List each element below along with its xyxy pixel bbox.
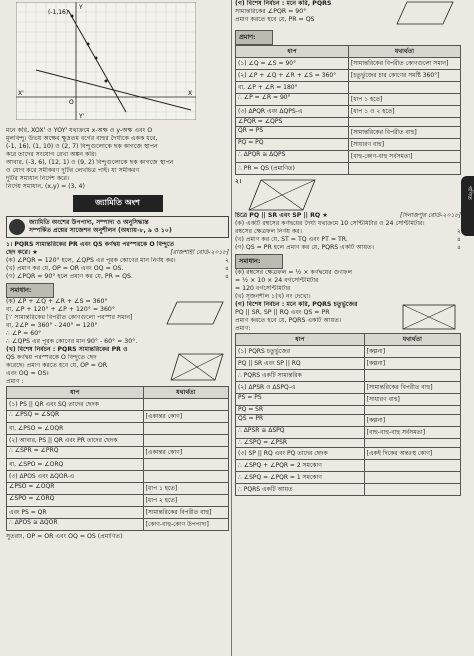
table-row — [236, 448, 461, 460]
table-row — [7, 495, 229, 507]
table-row — [7, 411, 229, 423]
cell: [সাধারণ বাহু] — [348, 139, 460, 151]
table-row — [236, 415, 461, 427]
solution-line: PQ || SR, SP || RQ এবং QS = PR — [235, 309, 330, 316]
q1-b-text: (খ) প্রমাণ কর যে, OP = OR এবং OQ = OS. — [6, 265, 124, 272]
table-row — [236, 106, 461, 118]
parallelogram-pqrs-diagram — [395, 0, 455, 26]
solution-line: QS কর্ণদ্বয় পরস্পরকে O বিন্দুতে ছেদ — [6, 354, 97, 361]
q1-a-mark: ২ — [224, 257, 229, 264]
q1-title: ১। PQRS সামান্তরিকের PR এবং QS কর্ণদ্বয় পরস্পরকে O বিন্দুতে — [6, 241, 175, 248]
proof-label: প্রমাণ: — [235, 30, 273, 45]
topic-line: জ্যামিতি অংশের উপপাদ্য, সম্পাদ্য ও অনুসিদ্ধান্ত — [29, 219, 149, 226]
solution-line: বা, ∠P + 120° + ∠P + 120° = 360° — [6, 306, 115, 313]
table-row — [236, 58, 461, 70]
table-row — [7, 423, 229, 435]
cell: [সামান্তরিকের বিপরীত বাহু] — [364, 382, 460, 394]
q2-c-mark: ৪ — [456, 244, 461, 251]
diagonals-diagram — [169, 352, 225, 382]
topic-icon — [9, 219, 25, 235]
cell: ∴ ∠P = ∠R = 90° — [236, 94, 349, 106]
cell: ∴ ∠SPQ = ∠PSR — [236, 439, 365, 448]
cell: (১) PS || QR এবং SQ তাদের ছেদক — [7, 399, 144, 411]
cell: [বাহু-বাহু-বাহু সর্বসমতা] — [364, 427, 460, 439]
cell: বা, ∠PSO = ∠OQR — [7, 423, 144, 435]
cell: [ধাপ ১ ও ২ হতে] — [348, 106, 460, 118]
cell: QR = PS — [236, 127, 349, 139]
cell: ∴ ∠PSQ = ∠SQR — [7, 411, 144, 423]
q2-b-text: (খ) প্রমাণ কর যে, ST = TQ এবং PT = TR. — [235, 236, 348, 243]
table-row — [236, 346, 461, 358]
text-line: করে তাদের সংযোগ রেখা অঙ্কন করি। — [6, 151, 97, 158]
cell: PQ || SR এবং SP || RQ — [236, 358, 365, 370]
graph-point-label: (-1,16) — [48, 9, 69, 16]
text-line: মনে করি, XOX' ও YOY' যথাক্রমে x-অক্ষ ও y-অক্ষ এবং O — [6, 127, 153, 134]
q2-c-text: (গ) QS = PR হলে প্রমাণ কর যে, PQRS একটি আয়ত। — [235, 244, 374, 251]
table-row — [7, 399, 229, 411]
left-column — [6, 0, 229, 656]
column-divider — [231, 0, 232, 656]
q1-a-text: (ক) ∠PQR = 120° হলে, ∠QPS এর পূরক কোণের মান নির্ণয় কর। — [6, 257, 176, 264]
table-row — [236, 439, 461, 448]
text-line: ও যোগ করে সমীকরণ দুটির লেখচিত্র পাই। যা সমীকরণ — [6, 167, 140, 174]
table-row — [236, 460, 461, 472]
proof-table-left — [6, 386, 229, 531]
q2-a2-text: রম্বসের ক্ষেত্রফল নির্ণয় কর। — [235, 228, 302, 235]
cell: (১) PQRS চতুর্ভুজের — [236, 346, 365, 358]
solution-line: ∴ ∠QPS এর পূরক কোণের মান 90° - 60° = 30°. — [6, 338, 138, 345]
text-line: নির্দেয় সমাধান, (x,y) = (3, 4) — [6, 183, 85, 190]
q1-title2-text: ছেদ করে। ★ — [6, 249, 38, 256]
cell: [বাহু-কোণ-বাহু সর্বসমতা] — [348, 151, 460, 163]
solution-line: [∵ সামান্তরিকের বিপরীত কোণগুলো পরস্পর সমান] — [6, 314, 133, 321]
cell: [কল্পনা] — [364, 415, 460, 427]
col-header: ধাপ — [236, 46, 349, 58]
question-1 — [6, 241, 229, 281]
cell: [সামান্তরিকের বিপরীত কোণগুলো সমান] — [348, 58, 460, 70]
table-row — [236, 70, 461, 82]
solution-line: (ক) রম্বসের ক্ষেত্রফল = ½ × কর্ণদ্বয়ের গুণফল — [235, 269, 353, 276]
q2-c — [235, 244, 461, 252]
q1-b-mark: ৪ — [224, 265, 229, 272]
table-row — [236, 406, 461, 415]
q2-figure-row — [235, 178, 461, 212]
cell — [143, 471, 228, 483]
cell: [ধাপ ১ হতে] — [348, 94, 460, 106]
q2-b-mark: ৪ — [456, 236, 461, 243]
cell: ∠PQR = ∠QPS — [236, 118, 349, 127]
table-row — [7, 471, 229, 483]
cell: (৩) SP || RQ এবং PQ তাদের ছেদক — [236, 448, 365, 460]
solution-line: করেছে। প্রমাণ করতে হবে যে, OP = OR — [6, 362, 108, 369]
table-row — [7, 519, 229, 531]
q1-b — [6, 265, 229, 273]
cell: ∴ ∠SPQ + ∠PQR = 2 সমকোণ — [236, 460, 365, 472]
table-row — [236, 484, 461, 496]
table-row — [236, 394, 461, 406]
cell — [143, 423, 228, 435]
cell: [সামান্তরিকের বিপরীত বাহু] — [348, 127, 460, 139]
table-row — [7, 483, 229, 495]
cell: ∴ ΔPQR ≅ ΔQPS — [236, 151, 349, 163]
col-header: ধাপ — [7, 387, 144, 399]
cell — [348, 163, 460, 175]
cell: ∴ PQRS একটি সামান্তরিক — [236, 370, 365, 382]
cell — [348, 118, 460, 127]
cell: (৩) ΔPQR এবং ΔQPS-এ — [236, 106, 349, 118]
cell: (৩) ΔPOS এবং ΔQOR-এ — [7, 471, 144, 483]
q2-a2 — [235, 228, 461, 236]
q2-diagram — [247, 178, 317, 212]
solution-line: এবং OQ = OS। — [6, 370, 49, 377]
cell: ∠SPO = ∠ORQ — [7, 495, 144, 507]
right-column — [235, 0, 461, 656]
solution-line: প্রমাণ : — [6, 378, 24, 385]
solution-line: = ½ × 10 × 24 বর্গসেন্টিমিটার — [235, 277, 319, 284]
cell: PQ = PQ — [236, 139, 349, 151]
cell: (২) ΔPSR ও ΔSPQ-এ — [236, 382, 365, 394]
table-row — [236, 118, 461, 127]
cell: [কল্পনা] — [364, 346, 460, 358]
text-line: আবার, (-3, 6), (12, 1) ও (9, 2) বিন্দুগুলোকে ছক কাগজে স্থাপন — [6, 159, 174, 166]
q2-caption-text: চিত্রে PQ || SR এবং SP || RQ ★ — [235, 212, 328, 219]
cell — [143, 399, 228, 411]
graph-y-label: Y — [79, 4, 83, 11]
table-row — [236, 151, 461, 163]
table-row — [7, 459, 229, 471]
solution-line: (খ) বিশেষ নির্বচন : PQRS সামান্তরিকের PR ও — [6, 346, 128, 353]
cell: [চতুর্ভুজের চার কোণের সমষ্টি 360°] — [348, 70, 460, 82]
graph — [16, 2, 196, 120]
left-conclusion: সুতরাং, OP = OR এবং OQ = OS (প্রমাণিত) — [6, 533, 123, 540]
question-2 — [235, 178, 461, 252]
solution-line: প্রমাণ করতে হবে যে, PQRS একটি আয়ত। — [235, 317, 342, 324]
col-header: যথার্থতা — [348, 46, 460, 58]
table-row — [236, 94, 461, 106]
cell: (২) আবার, PS || QR এবং PR তাদের ছেদক — [7, 435, 144, 447]
table-row — [236, 358, 461, 370]
table-row — [236, 382, 461, 394]
left-top-text — [6, 127, 229, 191]
text-line: (-1, 16), (1, 10) ও (2, 7) বিন্দুগুলোকে ছক কাগজে স্থাপন — [6, 143, 158, 150]
right-top-line: সামান্তরিকের ∠PQR = 90° — [235, 8, 307, 15]
q2-number: ২। — [235, 178, 242, 185]
cell — [348, 82, 460, 94]
q2-caption — [235, 212, 461, 220]
solution-label: সমাধান: — [6, 283, 54, 298]
solution-label-right: সমাধান: — [235, 254, 283, 269]
table-row — [7, 435, 229, 447]
cell: [কল্পনা] — [364, 358, 460, 370]
right-top-line: (গ) বিশেষ নির্বচন : মনে করি, PQRS — [235, 0, 332, 7]
proof-table-right-2 — [235, 333, 461, 496]
col-header: ধাপ — [236, 334, 365, 346]
cell: PS = PS — [236, 394, 365, 406]
graph-xp-label: X' — [18, 90, 24, 97]
cell: বা, ∠SPO = ∠ORQ — [7, 459, 144, 471]
graph-yp-label: Y' — [79, 113, 85, 120]
right-top — [235, 0, 461, 24]
solution-line: (ক) ∠P + ∠Q + ∠R + ∠S = 360° — [6, 298, 108, 305]
q2-board: [দিনাজপুর বোর্ড-২০১৮] — [399, 212, 461, 219]
cell: [ধাপ ১ হতে] — [143, 483, 228, 495]
proof-table-right-1 — [235, 45, 461, 175]
table-row — [7, 447, 229, 459]
table-row — [7, 507, 229, 519]
cell — [364, 484, 460, 496]
cell: [কোণ-বাহু-কোণ উপপাদ্য] — [143, 519, 228, 531]
solution-line: = 120 বর্গসেন্টিমিটার — [235, 285, 291, 292]
side-tab-label: গণিত — [466, 186, 473, 200]
cell: ∴ ΔPSR ≅ ΔSPQ — [236, 427, 365, 439]
table-row — [236, 163, 461, 175]
cell — [143, 435, 228, 447]
cell: [ধাপ ২ হতে] — [143, 495, 228, 507]
cell: বা, ∠P + ∠R = 180° — [236, 82, 349, 94]
solution-line: প্রমাণ: — [235, 325, 251, 332]
table-row — [236, 82, 461, 94]
cell: QS = PR — [236, 415, 365, 427]
cell — [364, 472, 460, 484]
cell — [364, 439, 460, 448]
col-header: যথার্থতা — [364, 334, 460, 346]
cell: [একান্তর কোণ] — [143, 447, 228, 459]
table-row — [236, 472, 461, 484]
cell: এবং PS = QR — [7, 507, 144, 519]
cell: ∴ PQRS একটি আয়ত — [236, 484, 365, 496]
side-tab — [461, 176, 474, 236]
q1-c — [6, 273, 229, 281]
topic-box — [6, 216, 229, 238]
text-line: মূলবিন্দু। উভয় অক্ষের ক্ষুদ্রতম বর্গের বাহুর দৈর্ঘ্যকে একক ধরে, — [6, 135, 158, 142]
cell: [একান্তর কোণ] — [143, 411, 228, 423]
q2-a: (ক) একটি রম্বসের কর্ণদ্বয়ের দৈর্ঘ্য যথাক্রমে 10 সেন্টিমিটার ও 24 সেন্টিমিটার। — [235, 220, 425, 227]
right-top-line: প্রমাণ করতে হবে যে, PR = QS — [235, 16, 315, 23]
parallelogram-diagram — [165, 300, 225, 326]
cell: [সামান্তরিকের বিপরীত বাহু] — [143, 507, 228, 519]
cell: (২) ∠P + ∠Q + ∠R + ∠S = 360° — [236, 70, 349, 82]
cell: PQ = SR — [236, 406, 365, 415]
cell — [364, 460, 460, 472]
cell: (১) ∠Q = ∠S = 90° — [236, 58, 349, 70]
topic-text — [29, 219, 172, 235]
table-row — [236, 139, 461, 151]
q1-a — [6, 257, 229, 265]
cell: ∴ ΔPOS ≅ ΔQOR — [7, 519, 144, 531]
q1-title2 — [6, 249, 229, 257]
cell: [একই দিকের অন্তঃস্থ কোণ] — [364, 448, 460, 460]
solution-right — [235, 269, 461, 333]
table-row — [236, 370, 461, 382]
graph-origin-label: O — [69, 99, 74, 106]
cell — [364, 370, 460, 382]
solution-left — [6, 298, 229, 386]
q2-a-mark: ২ — [456, 228, 461, 235]
cell — [143, 459, 228, 471]
section-banner: জ্যামিতি অংশ — [73, 195, 163, 212]
table-row — [236, 427, 461, 439]
solution-line: বা, 2∠P = 360° - 240° = 120° — [6, 322, 98, 329]
solution-line: ∴ ∠P = 60° — [6, 330, 42, 337]
col-header: যথার্থতা — [143, 387, 228, 399]
cell: ∴ ∠SPQ = ∠PQR = 1 সমকোণ — [236, 472, 365, 484]
graph-x-label: X — [188, 90, 193, 97]
table-row — [236, 127, 461, 139]
solution-line: (গ) বিশেষ নির্বচন : মনে করি, PQRS চতুর্ভুজের — [235, 301, 358, 308]
cell — [364, 406, 460, 415]
topic-line: সম্পর্কিত প্রশ্নের সাজেশন অনুশীলন (অধ্যায়-৮, ৯ ও ১০) — [29, 227, 172, 234]
cell: ∴ PR = QS (প্রমাণিত) — [236, 163, 349, 175]
cell: [সাধারণ বাহু] — [364, 394, 460, 406]
q1-c-mark: ৪ — [224, 273, 229, 280]
cell: ∴ ∠SPR = ∠PRQ — [7, 447, 144, 459]
solution-line: (খ) সৃজনশীল ১(খ) নং দেখো। — [235, 293, 311, 300]
text-line: দুটির সমাধান নির্দেশ করে। — [6, 175, 70, 182]
q1-board: [রাজশাহী বোর্ড-২০১৮] — [170, 249, 229, 256]
rectangle-diagram — [401, 303, 457, 331]
q1-c-text: (গ) ∠PQR = 90° হলে প্রমাণ কর যে, PR = QS. — [6, 273, 133, 280]
cell: ∠PSO = ∠OQR — [7, 483, 144, 495]
q2-b — [235, 236, 461, 244]
